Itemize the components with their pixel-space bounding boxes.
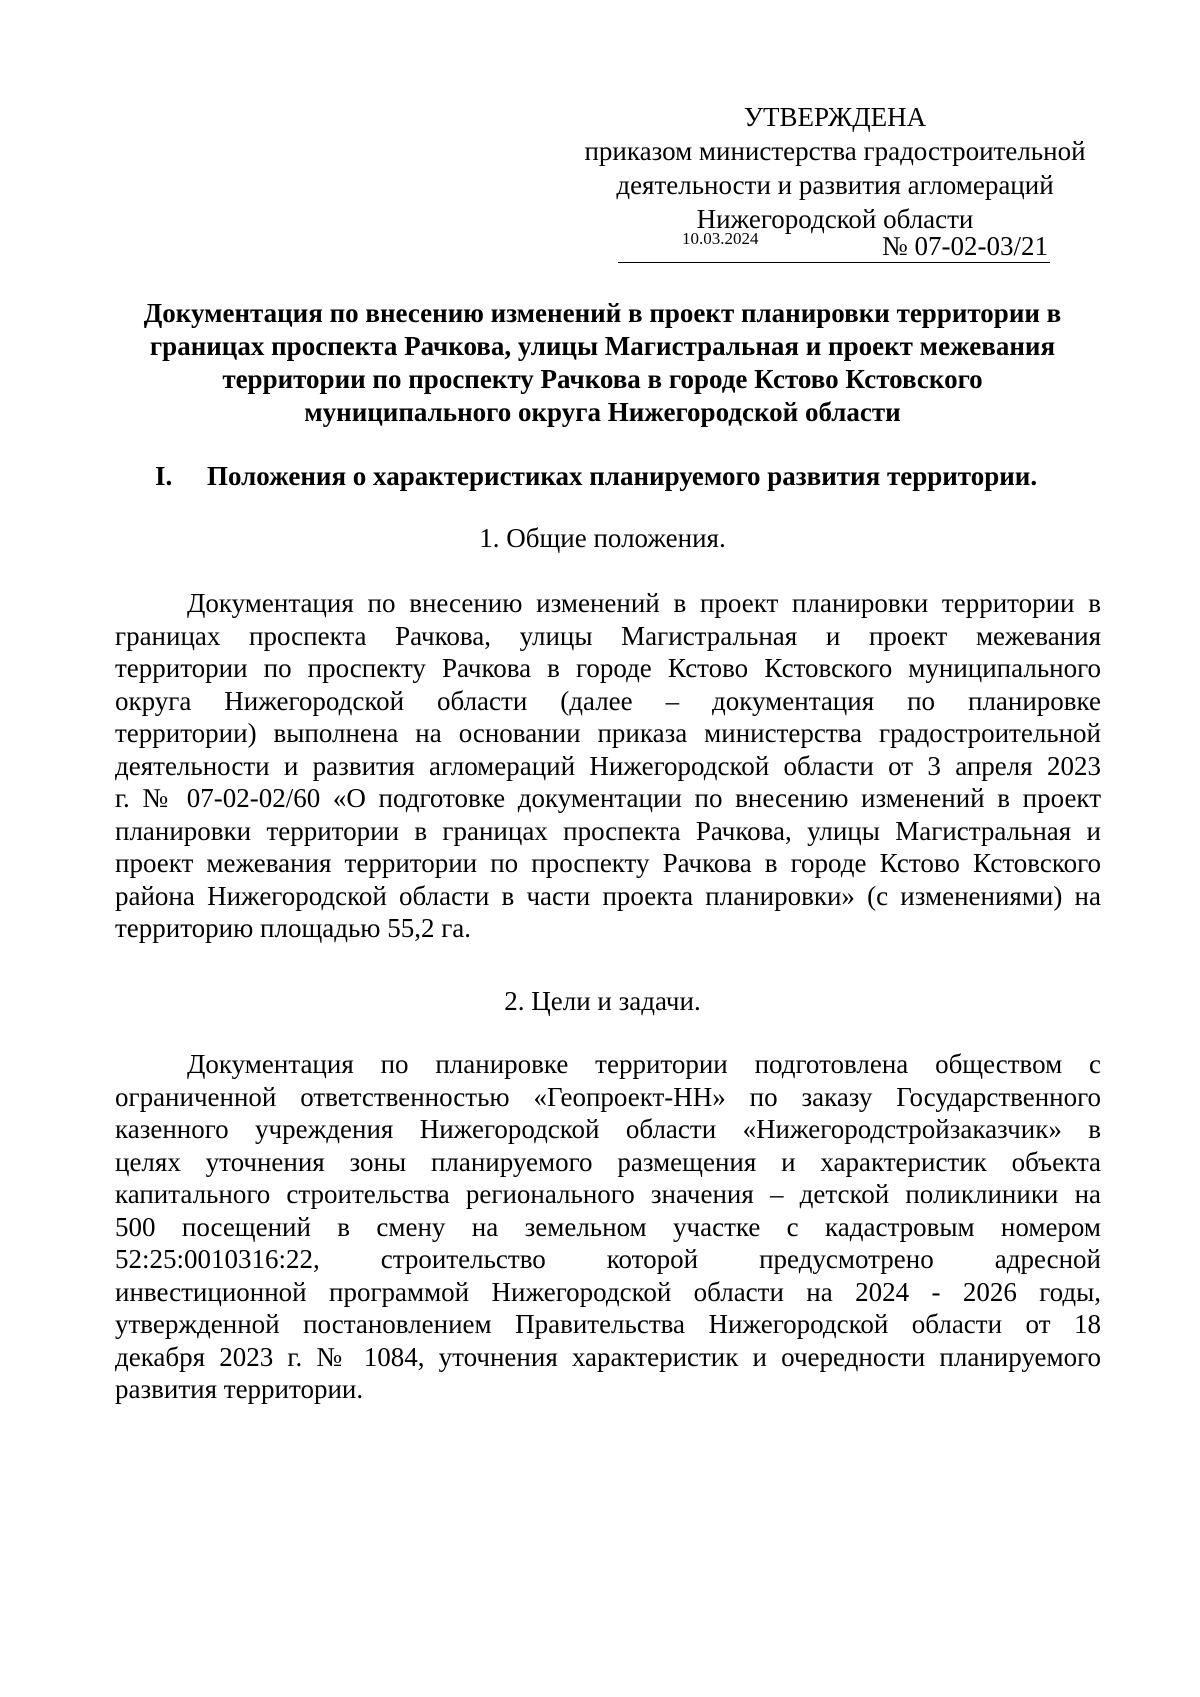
- paragraph-line: границах проспекта Рачкова, улицы Магистральная и проект межевания: [115, 620, 1101, 651]
- paragraph-line: 500 посещений в смену на земельном участке с кадастровым номером: [115, 1211, 1101, 1242]
- paragraph-line: территории) выполнена на основании приказа министерства градостроительной: [115, 718, 1101, 748]
- paragraph-line: целях уточнения зоны планируемого размещения и характеристик объекта: [115, 1146, 1101, 1177]
- document-title-line: территории по проспекту Рачкова в городе Кстово Кстовского: [222, 364, 983, 394]
- paragraph-line: развития территории.: [115, 1374, 364, 1404]
- approval-line: деятельности и развития агломераций: [616, 170, 1054, 200]
- document-title-line: Документация по внесению изменений в проект планировки территории в: [143, 298, 1062, 328]
- paragraph-line: проект межевания территории по проспекту Рачкова в городе Кстово Кстовского: [115, 848, 1101, 878]
- section-title: Положения о характеристиках планируемого развития территории.: [207, 461, 1038, 491]
- paragraph-line: ограниченной ответственностью «Геопроект-НН» по заказу Государственного: [115, 1081, 1101, 1112]
- approval-title: УТВЕРЖДЕНА: [743, 102, 927, 132]
- paragraph-line: инвестиционной программой Нижегородской области на 2024 - 2026 годы,: [115, 1276, 1101, 1307]
- paragraph-line: территории по проспекту Рачкова в городе Кстово Кстовского муниципального: [115, 653, 1101, 683]
- paragraph-line: планировки территории в границах проспекта Рачкова, улицы Магистральная и: [115, 815, 1101, 846]
- paragraph-line: округа Нижегородской области (далее – документация по планировке: [115, 685, 1101, 716]
- paragraph-line: Документация по планировке территории подготовлена обществом с: [187, 1049, 1101, 1079]
- approval-signature-line: [618, 228, 1050, 263]
- section-number: I.: [155, 461, 173, 491]
- paragraph-line: Документация по внесению изменений в проект планировки территории в: [187, 588, 1101, 618]
- approval-line: приказом министерства градостроительной: [584, 136, 1086, 166]
- paragraph-line: деятельности и развития агломераций Нижегородской области от 3 апреля 2023: [115, 750, 1101, 781]
- approval-date: 10.03.2024: [682, 229, 759, 248]
- paragraph-line: 52:25:0010316:22, строительство которой предусмотрено адресной: [115, 1244, 1101, 1274]
- paragraph-line: территорию площадью 55,2 га.: [115, 913, 472, 943]
- paragraph-line: казенного учреждения Нижегородской области «Нижегородстройзаказчик» в: [115, 1114, 1101, 1144]
- subsection-heading-general: 1. Общие положения.: [479, 523, 726, 553]
- approval-line: Нижегородской области: [696, 204, 974, 234]
- paragraph-line: района Нижегородской области в части проекта планировки» (с изменениями) на: [115, 880, 1101, 911]
- document-title: [110, 297, 1095, 429]
- paragraph-goals: [115, 1048, 1101, 1406]
- approval-number: № 07-02-03/21: [882, 231, 1048, 261]
- approval-stamp: [565, 100, 1105, 236]
- paragraph-line: декабря 2023 г. № 1084, уточнения характеристик и очередности планируемого: [115, 1341, 1101, 1372]
- paragraph-general: [115, 587, 1101, 945]
- section-heading: [155, 460, 1105, 493]
- paragraph-line: капитального строительства регионального значения – детской поликлиники на: [115, 1179, 1101, 1209]
- document-title-line: муниципального округа Нижегородской области: [304, 397, 901, 427]
- paragraph-line: г. № 07-02-02/60 «О подготовке документации по внесению изменений в проект: [115, 783, 1101, 813]
- paragraph-line: утвержденной постановлением Правительства Нижегородской области от 18: [115, 1309, 1101, 1339]
- document-title-line: границах проспекта Рачкова, улицы Магистральная и проект межевания: [149, 331, 1056, 361]
- subsection-heading-goals: 2. Цели и задачи.: [504, 986, 701, 1016]
